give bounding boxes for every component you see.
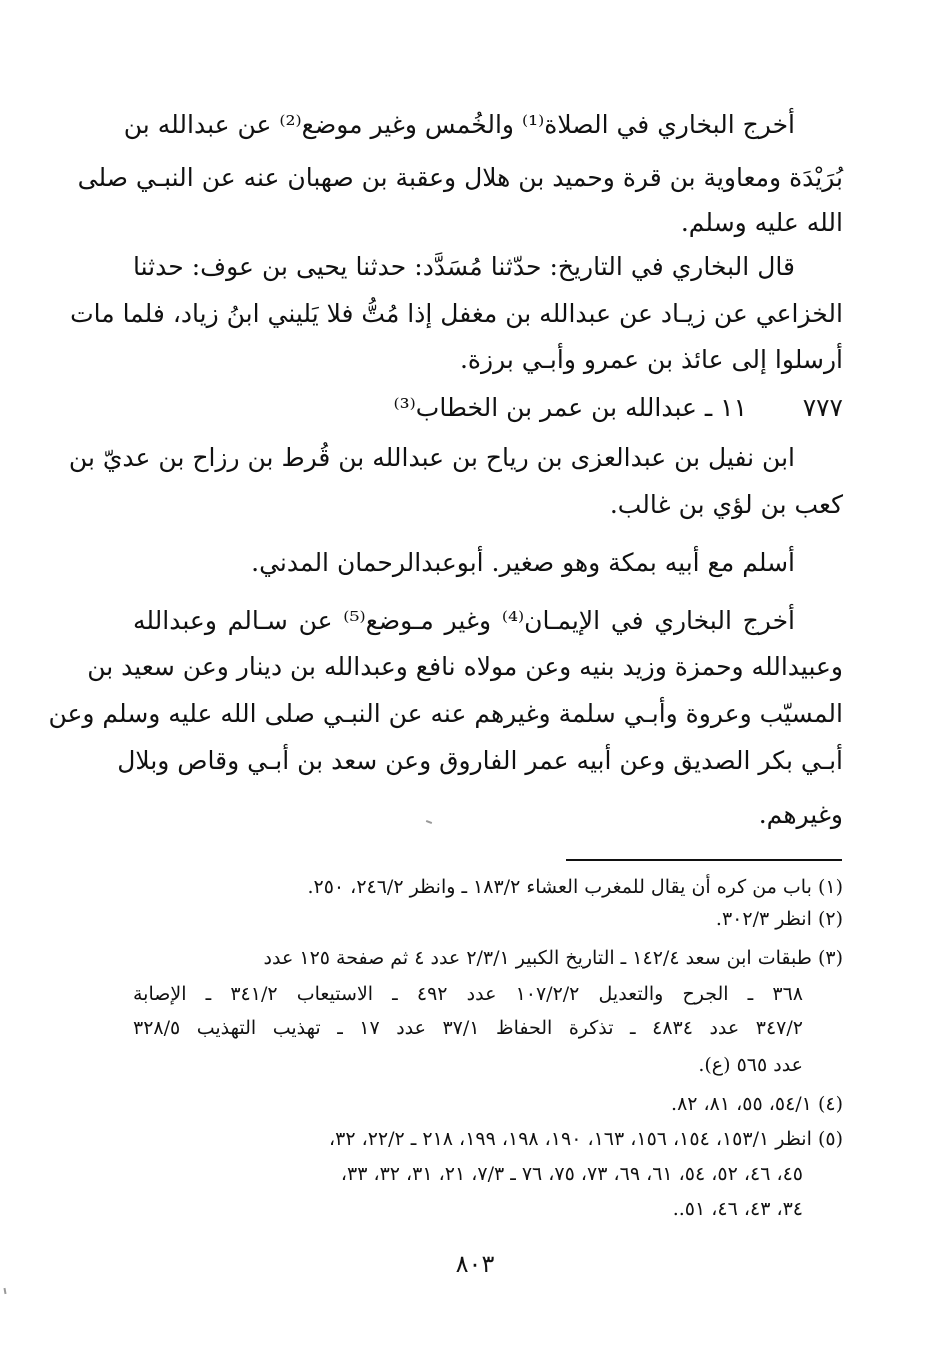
- footnote-5-line: ٤٥، ٤٦، ٥٢، ٥٤، ٦١، ٦٩، ٧٣، ٧٥، ٧٦ ـ ٧/٣، ٢١، ٣١، ٣٢، ٣٣،: [340, 1163, 803, 1185]
- footnote-separator: [566, 859, 842, 861]
- footnote-3-line: ٣٦٨ ـ الجرح والتعديل ١٠٧/٢/٢ عدد ٤٩٢ ـ الاستيعاب ٣٤١/٢ ـ الإصابة: [133, 983, 803, 1005]
- text-line: الله عليه وسلم.: [680, 208, 843, 237]
- footnote-3-line: عدد ٥٦٥ (ع).: [698, 1054, 803, 1076]
- text-line: الخزاعي عن زيـاد عن عبدالله بن مغفل إذا مُتُّ فلا يَليني ابنُ زياد، فلما مات: [70, 299, 843, 328]
- footnote-text: انظر ٣٠٢/٣.: [715, 908, 812, 930]
- footnote-text: انظر ١٥٣/١، ١٥٤، ١٥٦، ١٦٣، ١٩٠، ١٩٨، ١٩٩، ٢١٨ ـ ٢٢/٢، ٣٢،: [328, 1128, 812, 1150]
- footnote-2: [133, 905, 843, 933]
- footnote-text: باب من كره أن يقال للمغرب العشاء ١٨٣/٢ ـ وانظر ٢٤٦/٢، ٢٥٠.: [307, 876, 812, 898]
- entry-number: ٧٧٧: [802, 393, 843, 422]
- text-line: أسلم مع أبيه بمكة وهو صغير. أبوعبدالرحمان المدني.: [251, 548, 795, 577]
- text-line: بُرَيْدَة ومعاوية بن قرة وحميد بن هلال وعقبة بن صهبان عنه عن النبـي صلى: [77, 163, 843, 192]
- footnote-3: [133, 944, 843, 972]
- text-line: أبـي بكر الصديق وعن أبيه عمر الفاروق وعن سعد بن أبـي وقاص وبلال: [117, 746, 843, 775]
- footnote-4: [133, 1090, 843, 1118]
- text-line: كعب بن لؤي بن غالب.: [609, 490, 843, 519]
- footnote-label: (٥): [817, 1128, 843, 1150]
- entry-heading: [133, 393, 843, 429]
- footnote-label: (٤): [817, 1093, 843, 1115]
- page-number: ٨٠٣: [455, 1250, 495, 1278]
- text-line: ابن نفيل بن عبدالعزى بن رياح بن عبدالله بن قُرط بن رزاح بن عديّ بن: [68, 443, 795, 472]
- footnote-text: طبقات ابن سعد ١٤٢/٤ ـ التاريخ الكبير ٢/٣/١ عدد ٤ ثم صفحة ١٢٥ عدد: [263, 947, 812, 969]
- footnote-5: [133, 1125, 843, 1153]
- footnote-text: ٥٤/١، ٥٥، ٨١، ٨٢.: [671, 1093, 812, 1115]
- text-line: أرسلوا إلى عائذ بن عمرو وأبـي برزة.: [459, 345, 843, 374]
- footnote-5-line: ٣٤، ٤٣، ٤٦، ٥١..: [672, 1198, 803, 1220]
- footnote-label: (٣): [817, 947, 843, 969]
- footnote-1: [133, 873, 843, 901]
- text-line: وعبيدالله وحمزة وزيد بنيه وعن مولاه نافع وعبدالله بن دينار وعن سعيد بن: [87, 652, 843, 681]
- text-line: المسيّب وعروة وأبـي سلمة وغيرهم عنه عن النبـي صلى الله عليه وسلم وعن: [48, 699, 843, 728]
- text-line: أخرج البخاري في الصلاة⁽¹⁾ والخُمس وغير موضع⁽²⁾ عن عبدالله بن: [123, 110, 795, 139]
- footnote-label: (٢): [817, 908, 843, 930]
- footnote-3-line: ٣٤٧/٢ عدد ٤٨٣٤ ـ تذكرة الحفاظ ٣٧/١ عدد ١٧ ـ تهذيب التهذيب ٣٢٨/٥: [133, 1017, 803, 1039]
- entry-title: ١١ ـ عبدالله بن عمر بن الخطاب⁽³⁾: [393, 393, 747, 422]
- footnote-label: (١): [817, 876, 843, 898]
- scan-speck: [3, 1288, 6, 1294]
- text-line: أخرج البخاري في الإيمـان⁽⁴⁾ وغير مـوضع⁽⁵⁾ عن سـالم وعبدالله: [133, 606, 795, 635]
- text-line: وغيرهم.: [758, 800, 843, 829]
- text-line: قال البخاري في التاريخ: حدّثنا مُسَدَّد: حدثنا يحيى بن عوف: حدثنا: [133, 252, 795, 281]
